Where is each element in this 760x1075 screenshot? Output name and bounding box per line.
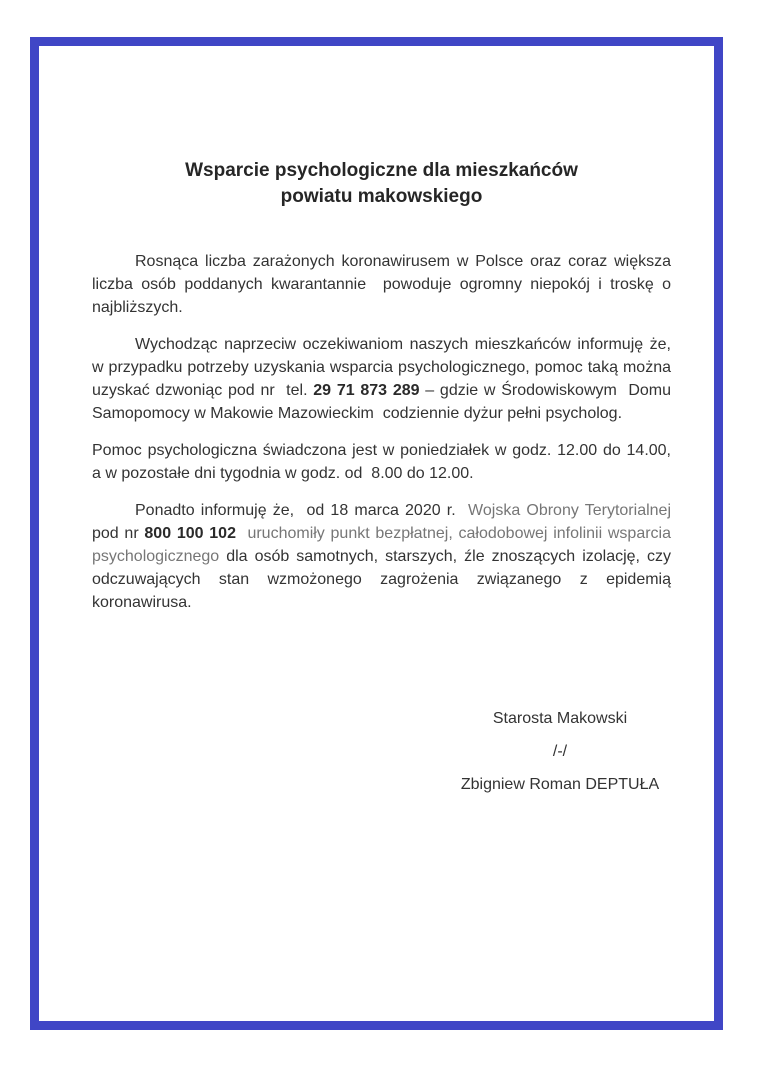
territorial-defense-forces-label: Wojska Obrony Terytorialnej: [468, 502, 671, 519]
paragraph-hotline-audience: dla osób samotnych, starszych, źle znoszących izolację, czy odczuwających stan wzmożonego zagrożenia związanego z epidemią koronawirusa.: [92, 548, 676, 611]
phone-number-sds: 29 71 873 289: [313, 382, 420, 399]
paragraph-hours: Pomoc psychologiczna świadczona jest w poniedziałek w godz. 12.00 do 14.00, a w pozostałe dni tygodnia w godz. od 8.00 do 12.00.: [92, 442, 685, 482]
paragraph-hotline: [92, 499, 676, 614]
paragraph-hotline-description: uruchomiły punkt bezpłatnej, całodobowej infolinii wsparcia psychologicznego: [92, 525, 676, 565]
signature-signed-mark: /-/: [552, 743, 568, 760]
phone-number-hotline: 800 100 102: [144, 525, 236, 542]
document-title: [92, 158, 671, 210]
paragraph-support-info-continued: – gdzie w Środowiskowym Domu Samopomocy w Makowie Mazowieckim codziennie dyżur pełni psycholog.: [92, 382, 680, 422]
signature-block: [410, 702, 710, 801]
document-title-line-1: Wsparcie psychologiczne dla mieszkańców: [185, 160, 578, 181]
paragraph-hotline-pod-nr: pod nr: [92, 502, 676, 542]
document-title-line-2: powiatu makowskiego: [280, 186, 483, 207]
document-border-frame: [30, 37, 723, 1030]
paragraph-hotline-intro: Ponadto informuję że, od 18 marca 2020 r.: [135, 502, 469, 519]
signature-role: Starosta Makowski: [492, 710, 628, 727]
paragraph-intro: Rosnąca liczba zarażonych koronawirusem w Polsce oraz coraz większa liczba osób poddanych kwarantannie powoduje ogromny niepokój i troskę o najbliższych.: [92, 253, 676, 316]
document-content: [39, 46, 714, 801]
paragraph-support-info: [92, 333, 680, 425]
signature-name: Zbigniew Roman DEPTUŁA: [460, 776, 660, 793]
paragraph-support-info-text: Wychodząc naprzeciw oczekiwaniom naszych mieszkańców informuję że, w przypadku potrzeby uzyskania wsparcia psychologicznego, pomoc taką można uzyskać dzwoniąc pod nr tel.: [92, 336, 676, 399]
